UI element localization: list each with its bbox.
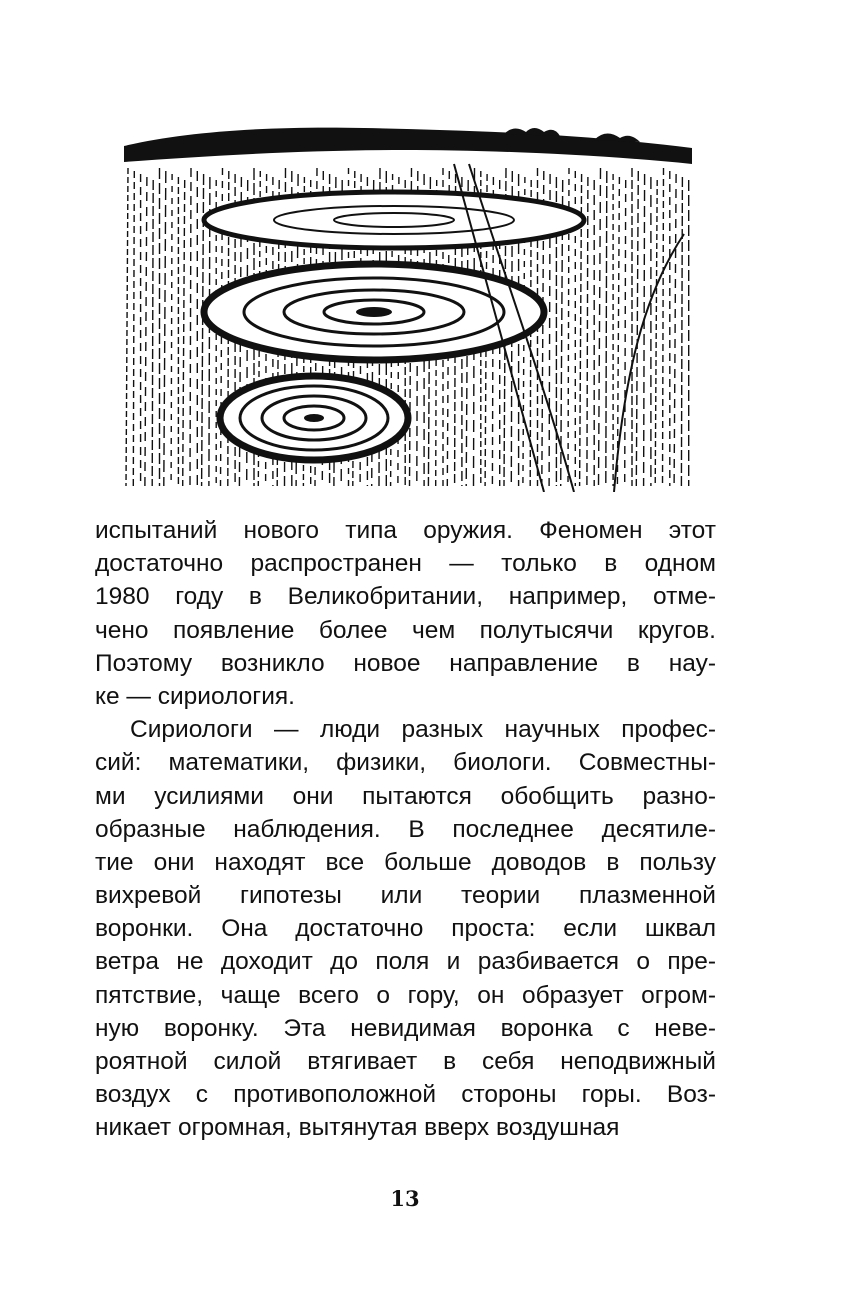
- text-line: Сириологи — люди разных научных профес-: [130, 716, 716, 744]
- text-line: Поэтому возникло новое направление в нау-: [95, 649, 716, 677]
- text-line: тие они находят все больше доводов в пользу: [95, 848, 716, 876]
- page-number: 13: [390, 1186, 420, 1211]
- text-line: воздух с противоположной стороны горы. Воз-: [95, 1081, 716, 1109]
- body-text: [95, 514, 716, 1145]
- paragraph: [95, 514, 716, 713]
- crop-circles-illustration: [124, 124, 692, 492]
- text-line: пятствие, чаще всего о гору, он образует огром-: [95, 981, 716, 1009]
- text-line: никает огромная, вытянутая вверх воздушная: [95, 1114, 620, 1142]
- text-line: 1980 году в Великобритании, например, отме-: [95, 583, 716, 611]
- text-line: роятной силой втягивает в себя неподвижный: [95, 1048, 716, 1075]
- crop-circles-icon: [124, 124, 692, 492]
- text-line: сий: математики, физики, биологи. Совместны-: [95, 749, 716, 777]
- text-line: испытаний нового типа оружия. Феномен этот: [95, 517, 716, 544]
- text-line: воронки. Она достаточно проста: если шквал: [95, 915, 716, 943]
- paragraph: [95, 713, 716, 1144]
- text-line: ке — сириология.: [95, 682, 295, 710]
- text-line: ми усилиями они пытаются обобщить разно-: [95, 782, 716, 810]
- text-line: образные наблюдения. В последнее десятиле-: [95, 815, 716, 843]
- text-line: достаточно распространен — только в одном: [95, 550, 716, 578]
- text-line: чено появление более чем полутысячи кругов.: [95, 616, 716, 644]
- text-line: вихревой гипотезы или теории плазменной: [95, 882, 716, 910]
- text-line: ветра не доходит до поля и разбивается о пре-: [95, 948, 716, 976]
- text-line: ную воронку. Эта невидимая воронка с неве-: [95, 1014, 716, 1042]
